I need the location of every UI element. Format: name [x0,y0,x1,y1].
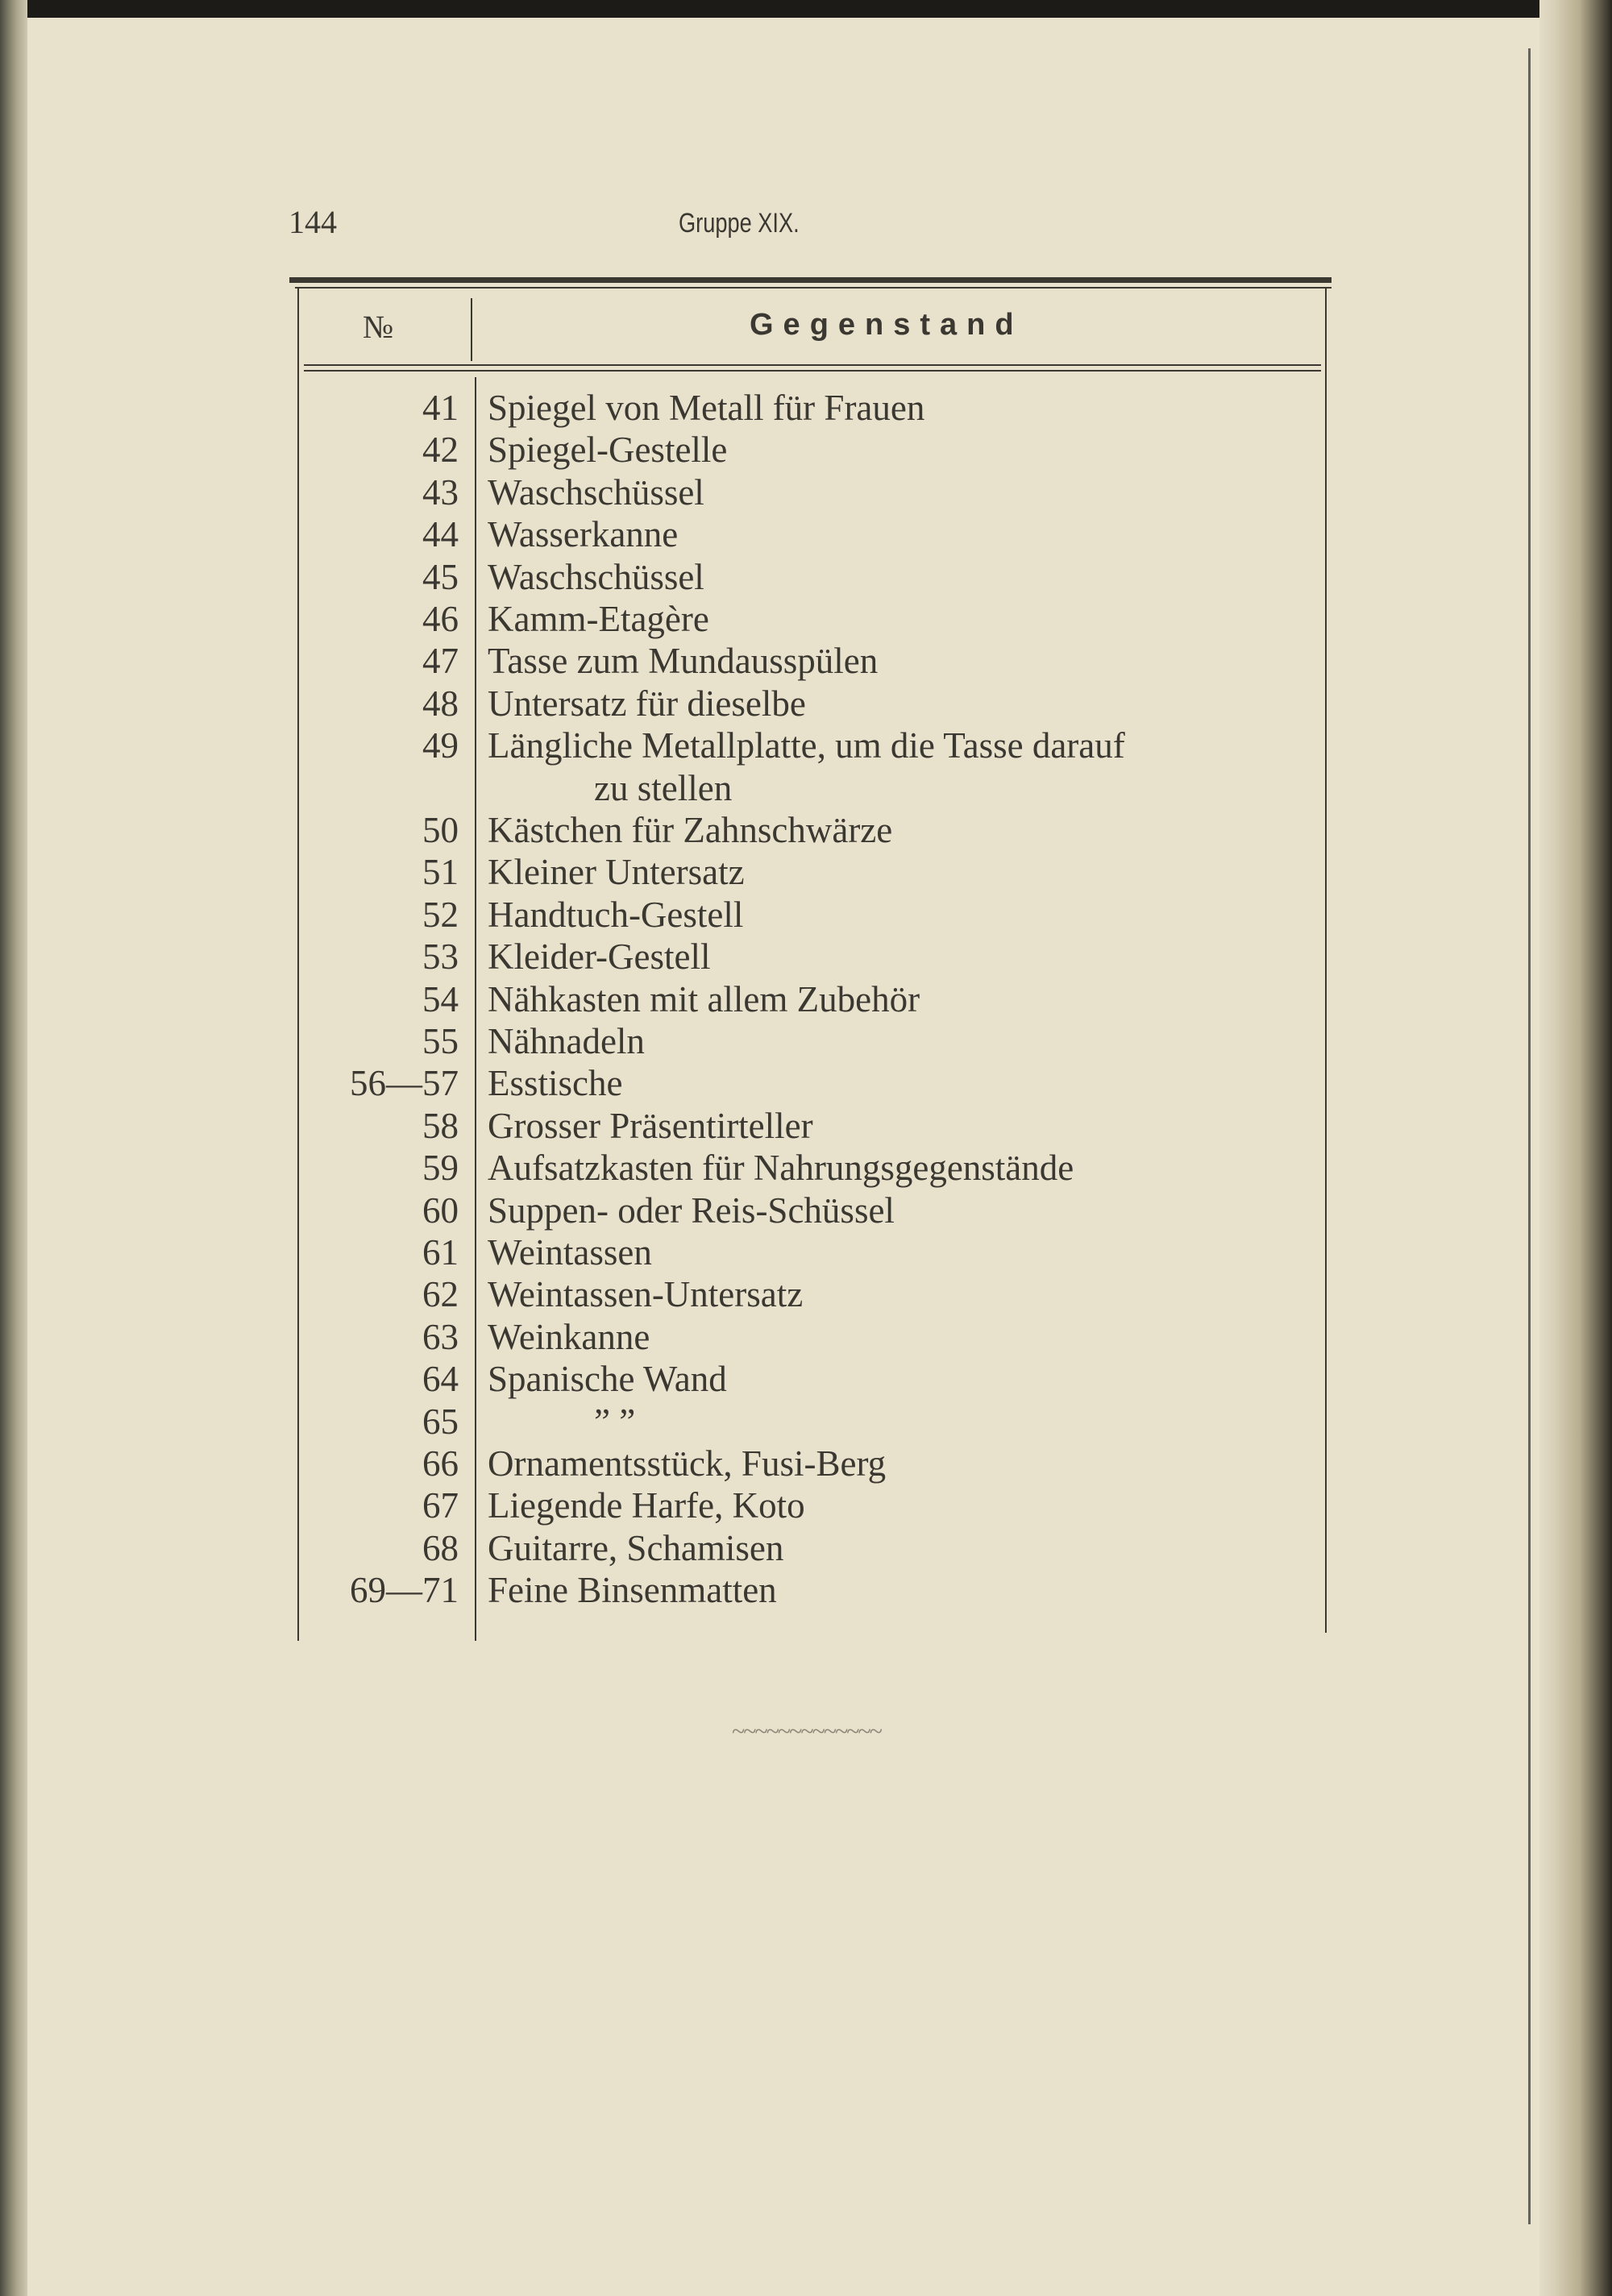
item-number: 47 [422,641,459,682]
item-description: Untersatz für dieselbe [488,683,806,724]
item-number: 65 [422,1401,459,1442]
item-description: Kamm-Etagère [488,599,709,639]
item-number: 55 [422,1021,459,1061]
item-number: 49 [422,725,459,766]
item-number: 59 [422,1148,459,1189]
item-description: zu stellen [594,767,733,808]
table-row [297,978,1325,1020]
header-double-rule-bottom [304,370,1321,372]
item-number: 48 [422,683,459,724]
table-row [297,683,1325,725]
table-row [297,1231,1325,1273]
table-row [297,387,1325,429]
item-description: Weintassen-Untersatz [488,1274,804,1315]
page-fold-line [1528,48,1531,2224]
item-number: 44 [422,514,459,555]
item-description: Kästchen für Zahnschwärze [488,810,893,850]
table-row [297,640,1325,682]
item-description: Ornamentsstück, Fusi-Berg [488,1443,887,1484]
table-row [297,767,1325,809]
column-divider-header [471,298,472,361]
end-ornament: ~~~~~~~~~~~~~ [732,1718,881,1745]
table-right-border [1325,289,1327,1633]
page-right-edge [1539,0,1612,2296]
table-row [297,471,1325,513]
item-description: Weintassen [488,1232,652,1273]
table-row [297,725,1325,766]
table-row [297,598,1325,640]
table-row [297,936,1325,978]
table-row [297,1358,1325,1400]
item-number: 42 [422,430,459,471]
item-number: 50 [422,810,459,850]
running-head: Gruppe XIX. [679,208,800,239]
table-top-thin-rule [295,287,1332,289]
item-number: 53 [422,936,459,978]
item-number: 58 [422,1105,459,1146]
item-description: Suppen- oder Reis-Schüssel [488,1190,895,1231]
table-row [297,1062,1325,1104]
table-row [297,894,1325,936]
item-description: Kleider-Gestell [488,936,711,978]
page-number: 144 [289,204,337,240]
header-double-rule-top [304,364,1321,366]
column-header-item: Gegenstand [750,308,1024,342]
item-description: Waschschüssel [488,556,704,597]
item-number: 69—71 [350,1570,459,1611]
item-number: 63 [422,1316,459,1357]
table-row [297,1569,1325,1611]
item-number: 52 [422,894,459,935]
item-description: Längliche Metallplatte, um die Tasse darauf [488,725,1125,766]
table-row [297,1105,1325,1147]
item-number: 41 [422,388,459,428]
item-description: Kleiner Untersatz [488,852,745,893]
item-description: Grosser Präsentirteller [488,1105,813,1146]
table-row [297,1190,1325,1231]
table-top-thick-rule [289,277,1332,283]
item-description: Weinkanne [488,1316,650,1357]
item-number: 67 [422,1485,459,1526]
table-row [297,429,1325,471]
item-description: Liegende Harfe, Koto [488,1485,805,1526]
table-row [297,851,1325,893]
item-description: Spanische Wand [488,1359,727,1400]
table-row [297,1316,1325,1358]
item-number: 68 [422,1527,459,1568]
item-number: 45 [422,556,459,597]
item-number: 64 [422,1359,459,1400]
item-description: Spiegel-Gestelle [488,430,728,471]
item-description: Feine Binsenmatten [488,1570,777,1611]
item-description: ” ” [594,1401,636,1442]
item-number: 61 [422,1232,459,1273]
table-row [297,513,1325,555]
table-row [297,556,1325,598]
item-description: Aufsatzkasten für Nahrungsgegenstände [488,1148,1074,1189]
scan-top-edge [0,0,1612,18]
table-row [297,1273,1325,1315]
item-number: 54 [422,978,459,1019]
item-description: Spiegel von Metall für Frauen [488,388,925,428]
item-number: 60 [422,1190,459,1231]
item-description: Esstische [488,1063,623,1104]
item-description: Wasserkanne [488,514,679,555]
item-description: Handtuch-Gestell [488,894,744,935]
item-number: 51 [422,852,459,893]
table-row [297,1484,1325,1526]
table-row [297,1443,1325,1484]
item-number: 56—57 [350,1063,459,1104]
item-number: 43 [422,471,459,513]
item-description: Tasse zum Mundausspülen [488,641,879,682]
item-number: 46 [422,599,459,639]
table-row [297,1401,1325,1443]
item-description: Waschschüssel [488,471,704,513]
item-description: Nähnadeln [488,1021,645,1061]
item-description: Nähkasten mit allem Zubehör [488,978,920,1019]
item-number: 62 [422,1274,459,1315]
table-row [297,1527,1325,1569]
book-binding-edge [0,0,27,2296]
column-header-number: № [363,309,394,345]
item-number: 66 [422,1443,459,1484]
item-description: Guitarre, Schamisen [488,1527,784,1568]
table-row [297,809,1325,851]
table-row [297,1147,1325,1189]
table-row [297,1020,1325,1062]
